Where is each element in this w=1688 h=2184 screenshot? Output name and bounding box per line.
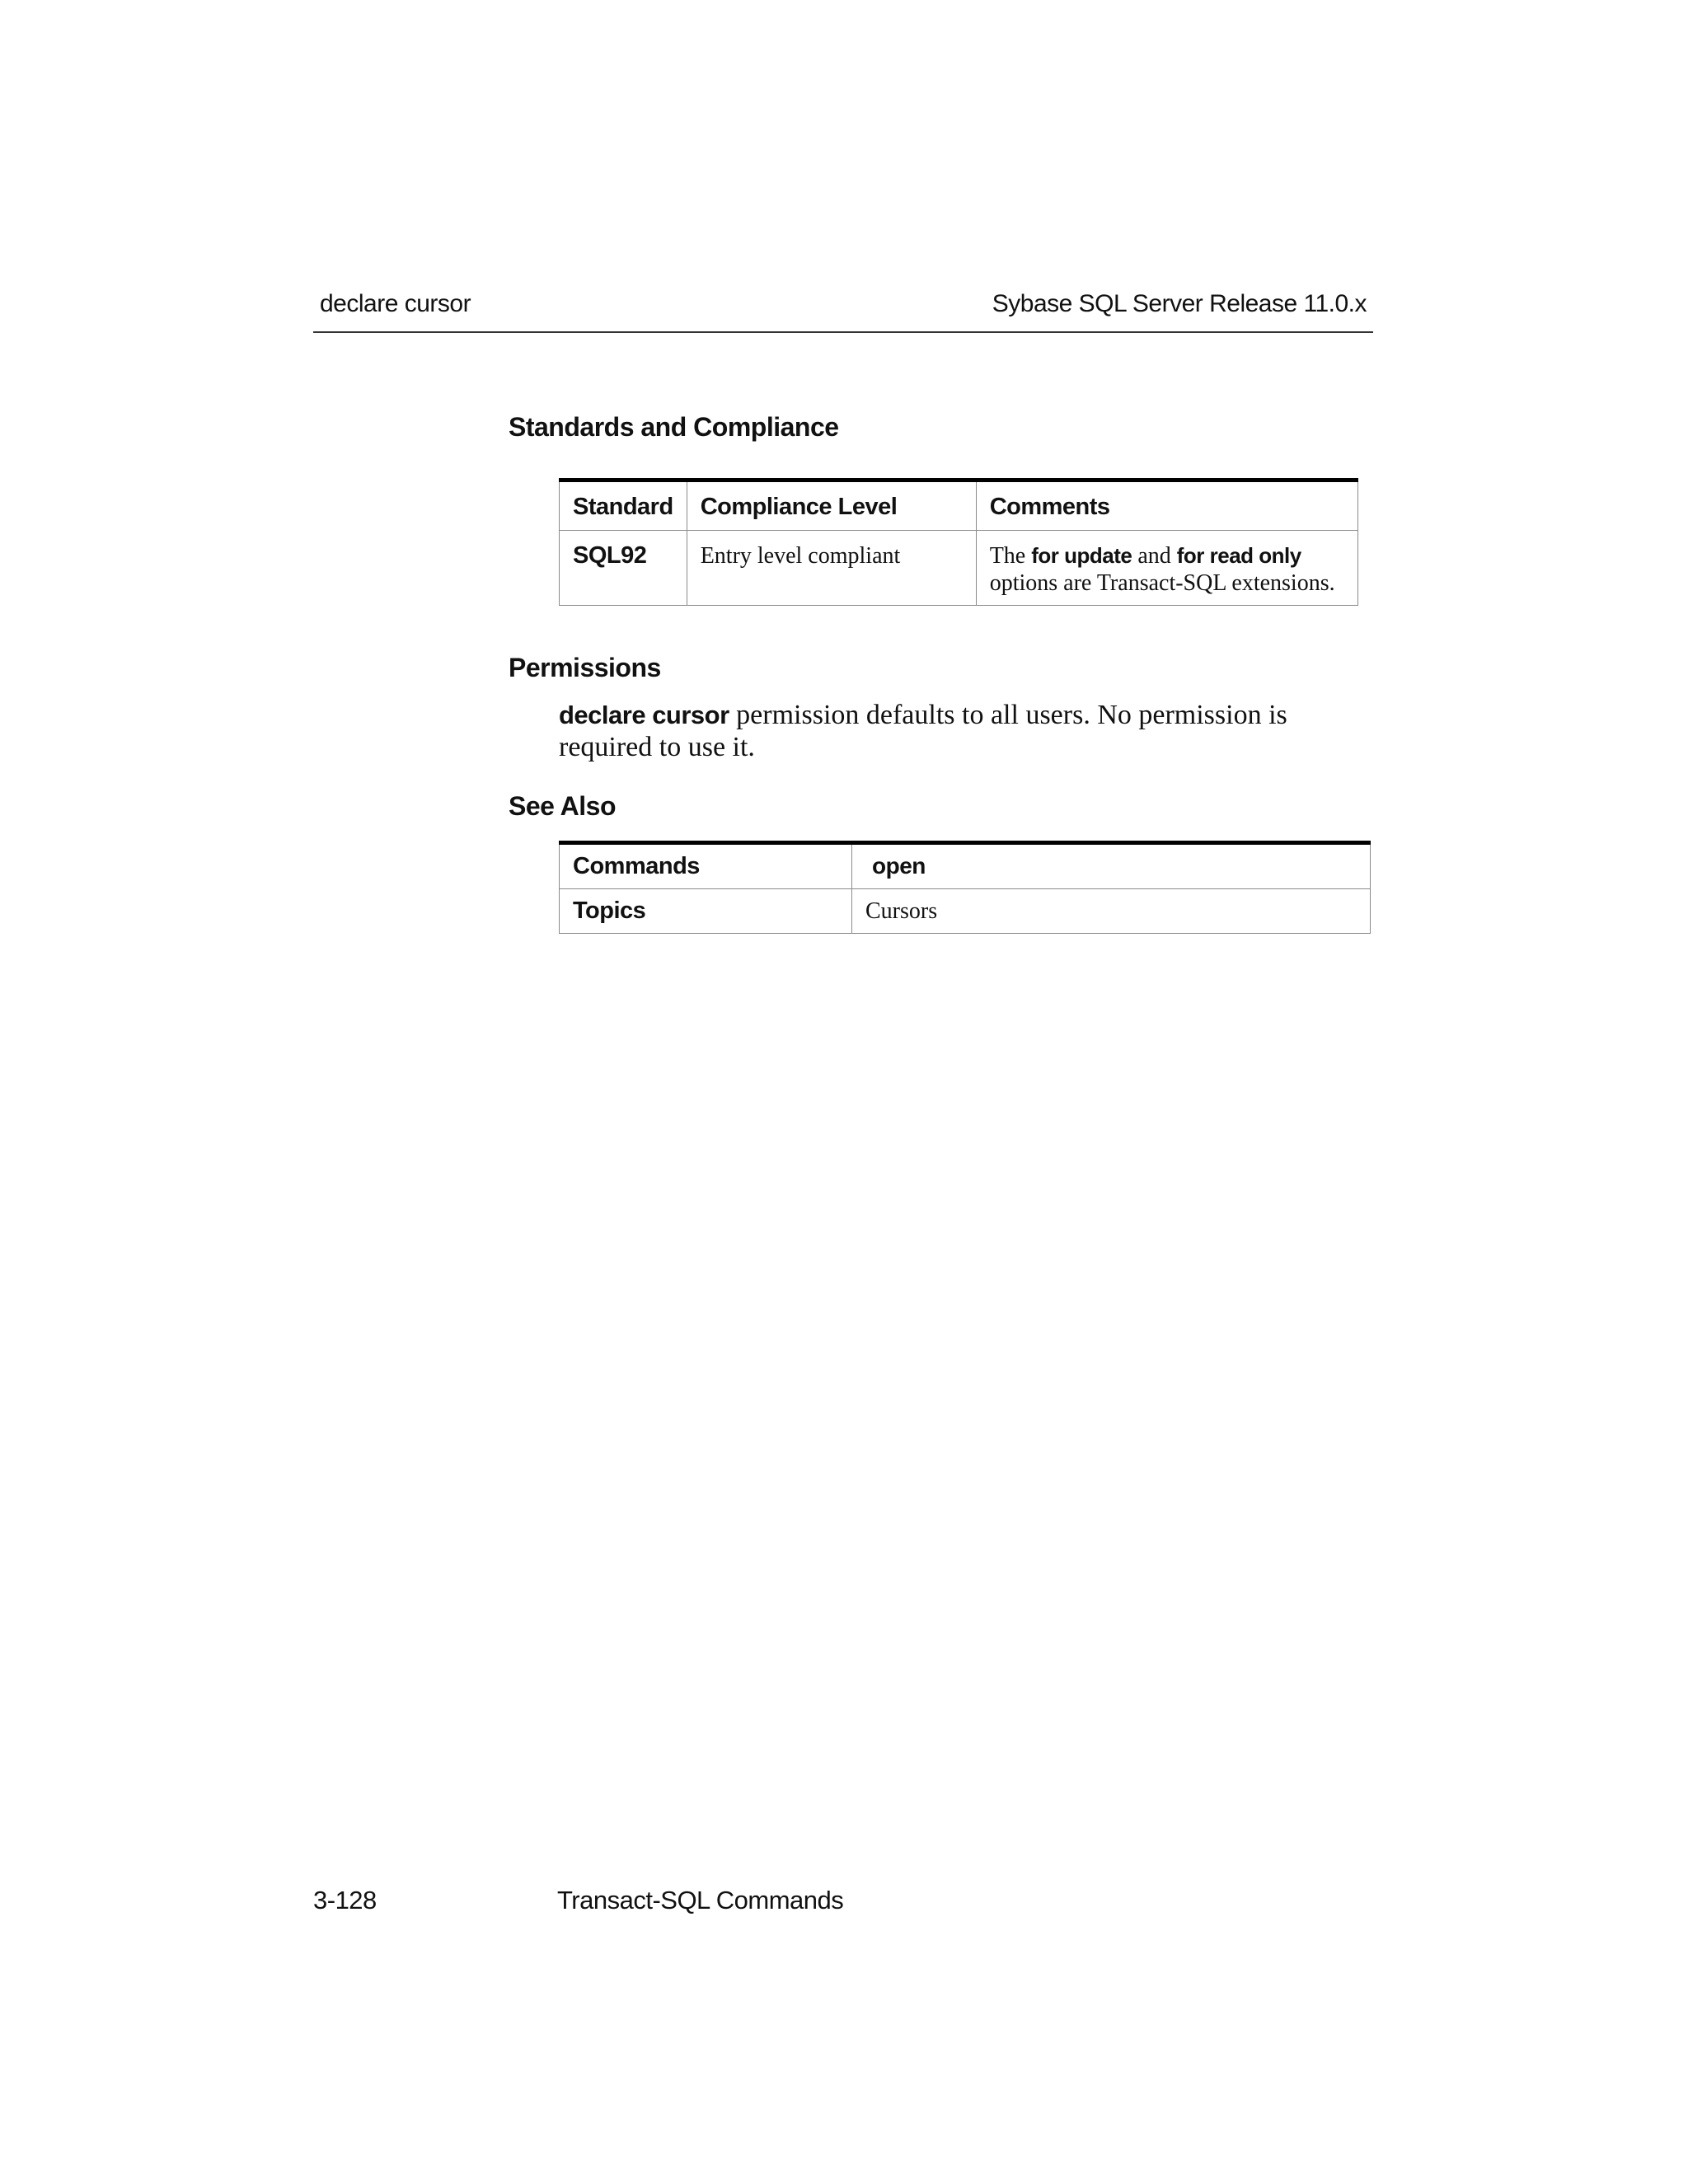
compliance-table — [559, 478, 1358, 606]
header-section-name: declare cursor — [320, 290, 471, 317]
footer-manual-title: Transact-SQL Commands — [557, 1886, 844, 1915]
see-also-label-topics: Topics — [560, 889, 852, 934]
comment-text-suffix: options are Transact-SQL extensions. — [989, 570, 1335, 596]
running-header — [313, 288, 1373, 333]
cell-standard: SQL92 — [560, 531, 687, 606]
table-row — [560, 531, 1358, 606]
table-row — [560, 843, 1371, 889]
comment-code-for-read-only: for read only — [1176, 543, 1301, 568]
standards-heading: Standards and Compliance — [509, 412, 839, 442]
cell-comments — [976, 531, 1357, 606]
see-also-heading: See Also — [509, 791, 616, 821]
comment-text-mid: and — [1132, 543, 1177, 569]
compliance-table-header-row — [560, 480, 1358, 531]
see-also-label-commands: Commands — [560, 843, 852, 889]
permissions-heading: Permissions — [509, 653, 661, 682]
footer-page-number: 3-128 — [313, 1886, 377, 1915]
see-also-table — [559, 841, 1371, 934]
table-row — [560, 889, 1371, 934]
comment-text-prefix: The — [989, 543, 1032, 569]
permissions-paragraph — [559, 699, 1375, 763]
see-also-value-cursors: Cursors — [852, 889, 1371, 934]
column-header-compliance-level: Compliance Level — [687, 480, 976, 531]
permissions-body-text: permission defaults to all users. No permission is required to use it. — [559, 700, 1287, 762]
cell-compliance-level: Entry level compliant — [687, 531, 976, 606]
header-product-release: Sybase SQL Server Release 11.0.x — [992, 290, 1367, 317]
comment-code-for-update: for update — [1031, 543, 1132, 568]
column-header-standard: Standard — [560, 480, 687, 531]
column-header-comments: Comments — [976, 480, 1357, 531]
permissions-code: declare cursor — [559, 701, 729, 729]
see-also-value-open: open — [852, 843, 1371, 889]
